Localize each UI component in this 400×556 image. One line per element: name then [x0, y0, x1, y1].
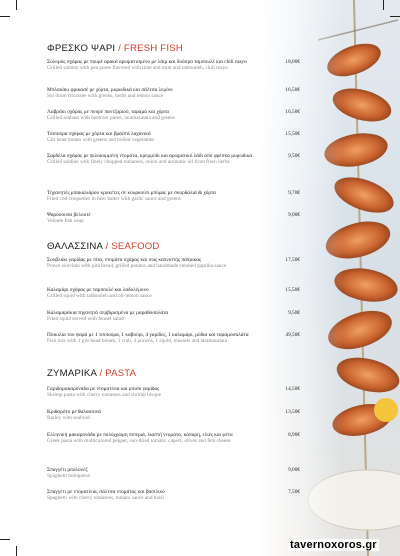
item-name-english: Fish mix with 1 gilt-head bream, 1 crab, 4 prawns, 1 squid, mussels and taramasalata: [47, 338, 228, 345]
item-price: 16,50€: [285, 87, 300, 93]
item-price: 9,50€: [288, 153, 300, 159]
menu-item: [47, 467, 300, 480]
section-title-separator: /: [99, 368, 103, 379]
item-name-greek: Σαρδέλα σχάρας με ψιλοκομμένη ντομάτα, κρεμμύδι και αρωματικό λάδι από φρέσκα μυρωδικά: [47, 153, 253, 159]
item-name-english: Fried cod croquettes in beer batter with garlic sauce and greens: [47, 196, 181, 203]
item-name-greek: Κριθαρότο με θαλασσινά: [47, 409, 101, 415]
menu-item: [47, 190, 300, 203]
menu-item: [47, 332, 300, 345]
item-name-greek: Τσιπούρα σχάρας με χόρτα και βραστά λαχανικά: [47, 131, 151, 137]
item-name-greek: Γαριδομακαρονάδα με ντοματίνια και μπισκ γαρίδας: [47, 386, 160, 392]
item-price: 15,50€: [285, 131, 300, 137]
menu-item: [47, 87, 300, 100]
item-price: 7,50€: [288, 489, 300, 495]
item-name-greek: Σπαγγέτι με ντοματίνια, σάλτσα ντομάτας και βασιλικό: [47, 489, 165, 495]
section-title-separator: /: [105, 241, 109, 252]
item-price: 15,50€: [285, 287, 300, 293]
item-price: 18,00€: [285, 59, 300, 65]
crop-mark: [16, 546, 17, 556]
item-name-english: Shrimp pasta with cherry tomatoes and shrimp bisque: [47, 392, 162, 399]
item-name-english: Barley with seafood: [47, 415, 90, 422]
section-title-separator: /: [118, 43, 122, 54]
item-name-english: Greek pasta with multicolored pepper, sun-dried tomato, capers, olives and feta cheese: [47, 438, 231, 445]
item-name-english: Grilled sardine with finely chopped tomatoes, onion and aromatic oil from fresh herbs: [47, 159, 230, 166]
section-title-greek: ΦΡΕΣΚΟ ΨΑΡΙ: [47, 43, 116, 54]
item-price: 9,00€: [288, 467, 300, 473]
item-name-english: Spaghetti bolognese: [47, 473, 90, 480]
item-price: 16,50€: [285, 109, 300, 115]
item-name-greek: Σουβλάκι γαρίδας με πίτα, ντομάτα σχάρας και σως καπνιστής πάπρικας: [47, 257, 202, 263]
menu-item: [47, 310, 300, 323]
menu-item: [47, 489, 300, 502]
item-name-greek: Λαβράκι σχάρας με πουρέ παντζαριού, ταραμά και χόρτα: [47, 109, 169, 115]
item-name-english: Grilled salmon with pea puree flavored with lime and mint and tabbouleh, chili mayo: [47, 65, 228, 72]
item-price: 9,70€: [288, 190, 300, 196]
item-price: 9,00€: [288, 212, 300, 218]
item-price: 49,50€: [285, 332, 300, 338]
menu-item: [47, 59, 300, 72]
item-name-greek: Καλαμάρι σχάρας με ταμπουλέ και λαδολέμονο: [47, 287, 149, 293]
section-title-english: SEAFOOD: [111, 241, 160, 252]
item-name-greek: Μπλακάκι φρικασέ με χόρτα, μυρωδικά και σάλτσα λεμόνι: [47, 87, 173, 93]
item-name-greek: Σπαγγέτι μπολονέζ: [47, 467, 88, 473]
crop-mark: [383, 0, 384, 10]
item-price: 14,50€: [285, 386, 300, 392]
item-name-english: Fried squid served with fennel salad: [47, 316, 124, 323]
section-title-pasta: [47, 368, 136, 379]
crop-mark: [390, 16, 400, 17]
item-name-greek: Καλαμαράκια τηγανητά σερβιρισμένα με μαραθοσαλάτα: [47, 310, 169, 316]
item-name-english: Spaghetti with cherry tomatoes, tomato sauce and basil: [47, 495, 164, 502]
menu-item: [47, 257, 300, 270]
item-name-greek: Ψαρόσουπα βελουτέ: [47, 212, 91, 218]
item-price: 17,50€: [285, 257, 300, 263]
menu-item: [47, 153, 300, 166]
section-title-seafood: [47, 241, 160, 252]
item-name-greek: Σολομός σχάρας με πουρέ αρακά αρωματισμένο με λάιμ και δυόσμο ταμπουλέ και chili mayo: [47, 59, 247, 65]
item-name-english: Shi drum fricassee with greens, herbs and lemon sauce: [47, 93, 164, 100]
item-price: 8,90€: [288, 432, 300, 438]
menu-item: [47, 432, 300, 445]
item-name-greek: Ελληνική μακαρονάδα με πολύχρωμη πιπεριά, λιαστή ντομάτα, κάπαρη, ελιές και φέτα: [47, 432, 233, 438]
item-name-greek: Ποικιλία του ψαρά με 1 τσιπούρα, 1 καβούρι, 4 γαρίδες, 1 καλαμάρι, μύδια και ταραμοσαλάτα: [47, 332, 249, 338]
menu-item: [47, 109, 300, 122]
item-name-english: Grilled seabass with beetroot puree, taramasalata and greens: [47, 115, 175, 122]
menu-item: [47, 409, 300, 422]
item-price: 13,50€: [285, 409, 300, 415]
section-title-english: FRESH FISH: [123, 43, 183, 54]
item-price: 9,50€: [288, 310, 300, 316]
menu-item: [47, 386, 300, 399]
item-name-english: Grilled squid with tabbouleh and oil-lemon sauce: [47, 293, 152, 300]
crop-mark: [0, 16, 10, 17]
menu-item: [47, 212, 300, 225]
section-title-fresh-fish: [47, 43, 183, 54]
item-name-greek: Τηγανητές μπακαλιάρου κροκέτες σε κουρκούτι μπύρας με σκορδαλιά & χόρτα: [47, 190, 216, 196]
section-title-greek: ΖΥΜΑΡΙΚΑ: [47, 368, 97, 379]
menu-item: [47, 287, 300, 300]
crop-mark: [0, 539, 10, 540]
item-name-english: Prawn souvlaki with pita bread, grilled potatos and handmade smoked paprika sauce: [47, 263, 227, 270]
site-watermark: tavernoxoros.gr: [290, 539, 377, 551]
item-name-english: Veloute fish soup: [47, 218, 84, 225]
section-title-greek: ΘΑΛΑΣΣΙΝΑ: [47, 241, 103, 252]
menu-item: [47, 131, 300, 144]
item-name-english: Gilt head bream with greens and boiled vegetables: [47, 137, 155, 144]
section-title-english: PASTA: [105, 368, 137, 379]
crop-mark: [16, 0, 17, 10]
